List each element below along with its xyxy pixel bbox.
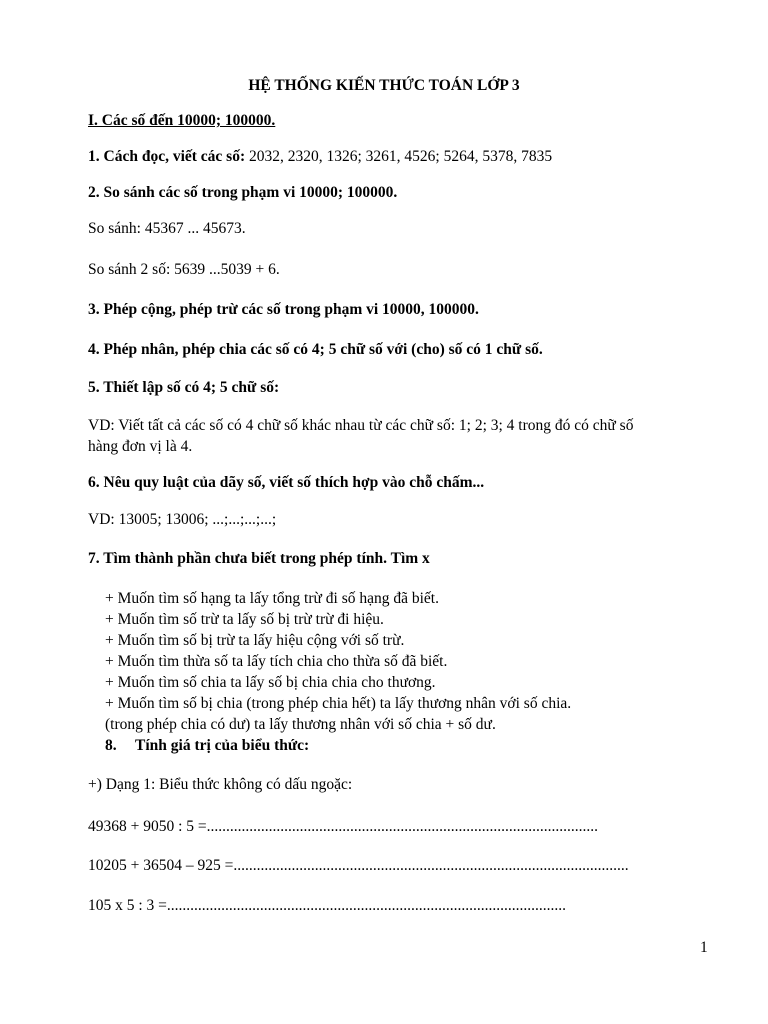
item-5-heading: 5. Thiết lập số có 4; 5 chữ số: [88,379,280,396]
item-3-heading: 3. Phép cộng, phép trừ các số trong phạm vi 10000, 100000. [88,301,479,318]
item-1 [88,147,552,167]
item-1-heading: 1. Cách đọc, viết các số: [88,148,246,165]
document-title: HỆ THỐNG KIẾN THỨC TOÁN LỚP 3 [248,77,520,94]
page-number: 1 [700,939,708,956]
item-8-type-1: +) Dạng 1: Biểu thức không có dấu ngoặc: [88,776,353,793]
item-1-text: 2032, 2320, 1326; 3261, 4526; 5264, 5378, 7835 [245,148,553,165]
item-6-example: VD: 13005; 13006; ...;...;...;...; [88,511,277,528]
rule-item: + Muốn tìm số trừ ta lấy số bị trừ trừ đi hiệu. [105,611,384,628]
rule-item: + Muốn tìm số chia ta lấy số bị chia chia cho thương. [105,674,436,691]
rule-item: + Muốn tìm số bị trừ ta lấy hiệu cộng với số trừ. [105,632,405,649]
item-8-number: 8. [105,737,117,754]
exercise-line: 49368 + 9050 : 5 =..................................................................................................... [88,818,599,835]
exercise-line: 10205 + 36504 – 925 =...................................................................................................... [88,857,629,874]
item-5-example-line-1: VD: Viết tất cả các số có 4 chữ số khác nhau từ các chữ số: 1; 2; 3; 4 trong đó có chữ số [88,417,634,434]
item-5-example-line-2: hàng đơn vị là 4. [88,438,193,455]
item-7-heading: 7. Tìm thành phần chưa biết trong phép tính. Tìm x [88,550,430,567]
item-2-example-1: So sánh: 45367 ... 45673. [88,220,246,237]
section-heading: I. Các số đến 10000; 100000. [88,112,276,129]
item-2-heading: 2. So sánh các số trong phạm vi 10000; 100000. [88,184,398,201]
item-4-heading: 4. Phép nhân, phép chia các số có 4; 5 chữ số với (cho) số có 1 chữ số. [88,341,543,358]
rule-item: + Muốn tìm số bị chia (trong phép chia hết) ta lấy thương nhân với số chia. [105,695,572,712]
item-8-heading: Tính giá trị của biểu thức: [135,737,310,754]
exercise-line: 105 x 5 : 3 =....................................................................................................... [88,897,567,914]
item-6-heading: 6. Nêu quy luật của dãy số, viết số thích hợp vào chỗ chấm... [88,474,485,491]
item-2-example-2: So sánh 2 số: 5639 ...5039 + 6. [88,261,280,278]
rule-item: + Muốn tìm số hạng ta lấy tổng trừ đi số hạng đã biết. [105,590,439,607]
rule-item: + Muốn tìm thừa số ta lấy tích chia cho thừa số đã biết. [105,653,448,670]
rule-item: (trong phép chia có dư) ta lấy thương nhân với số chia + số dư. [105,716,496,733]
